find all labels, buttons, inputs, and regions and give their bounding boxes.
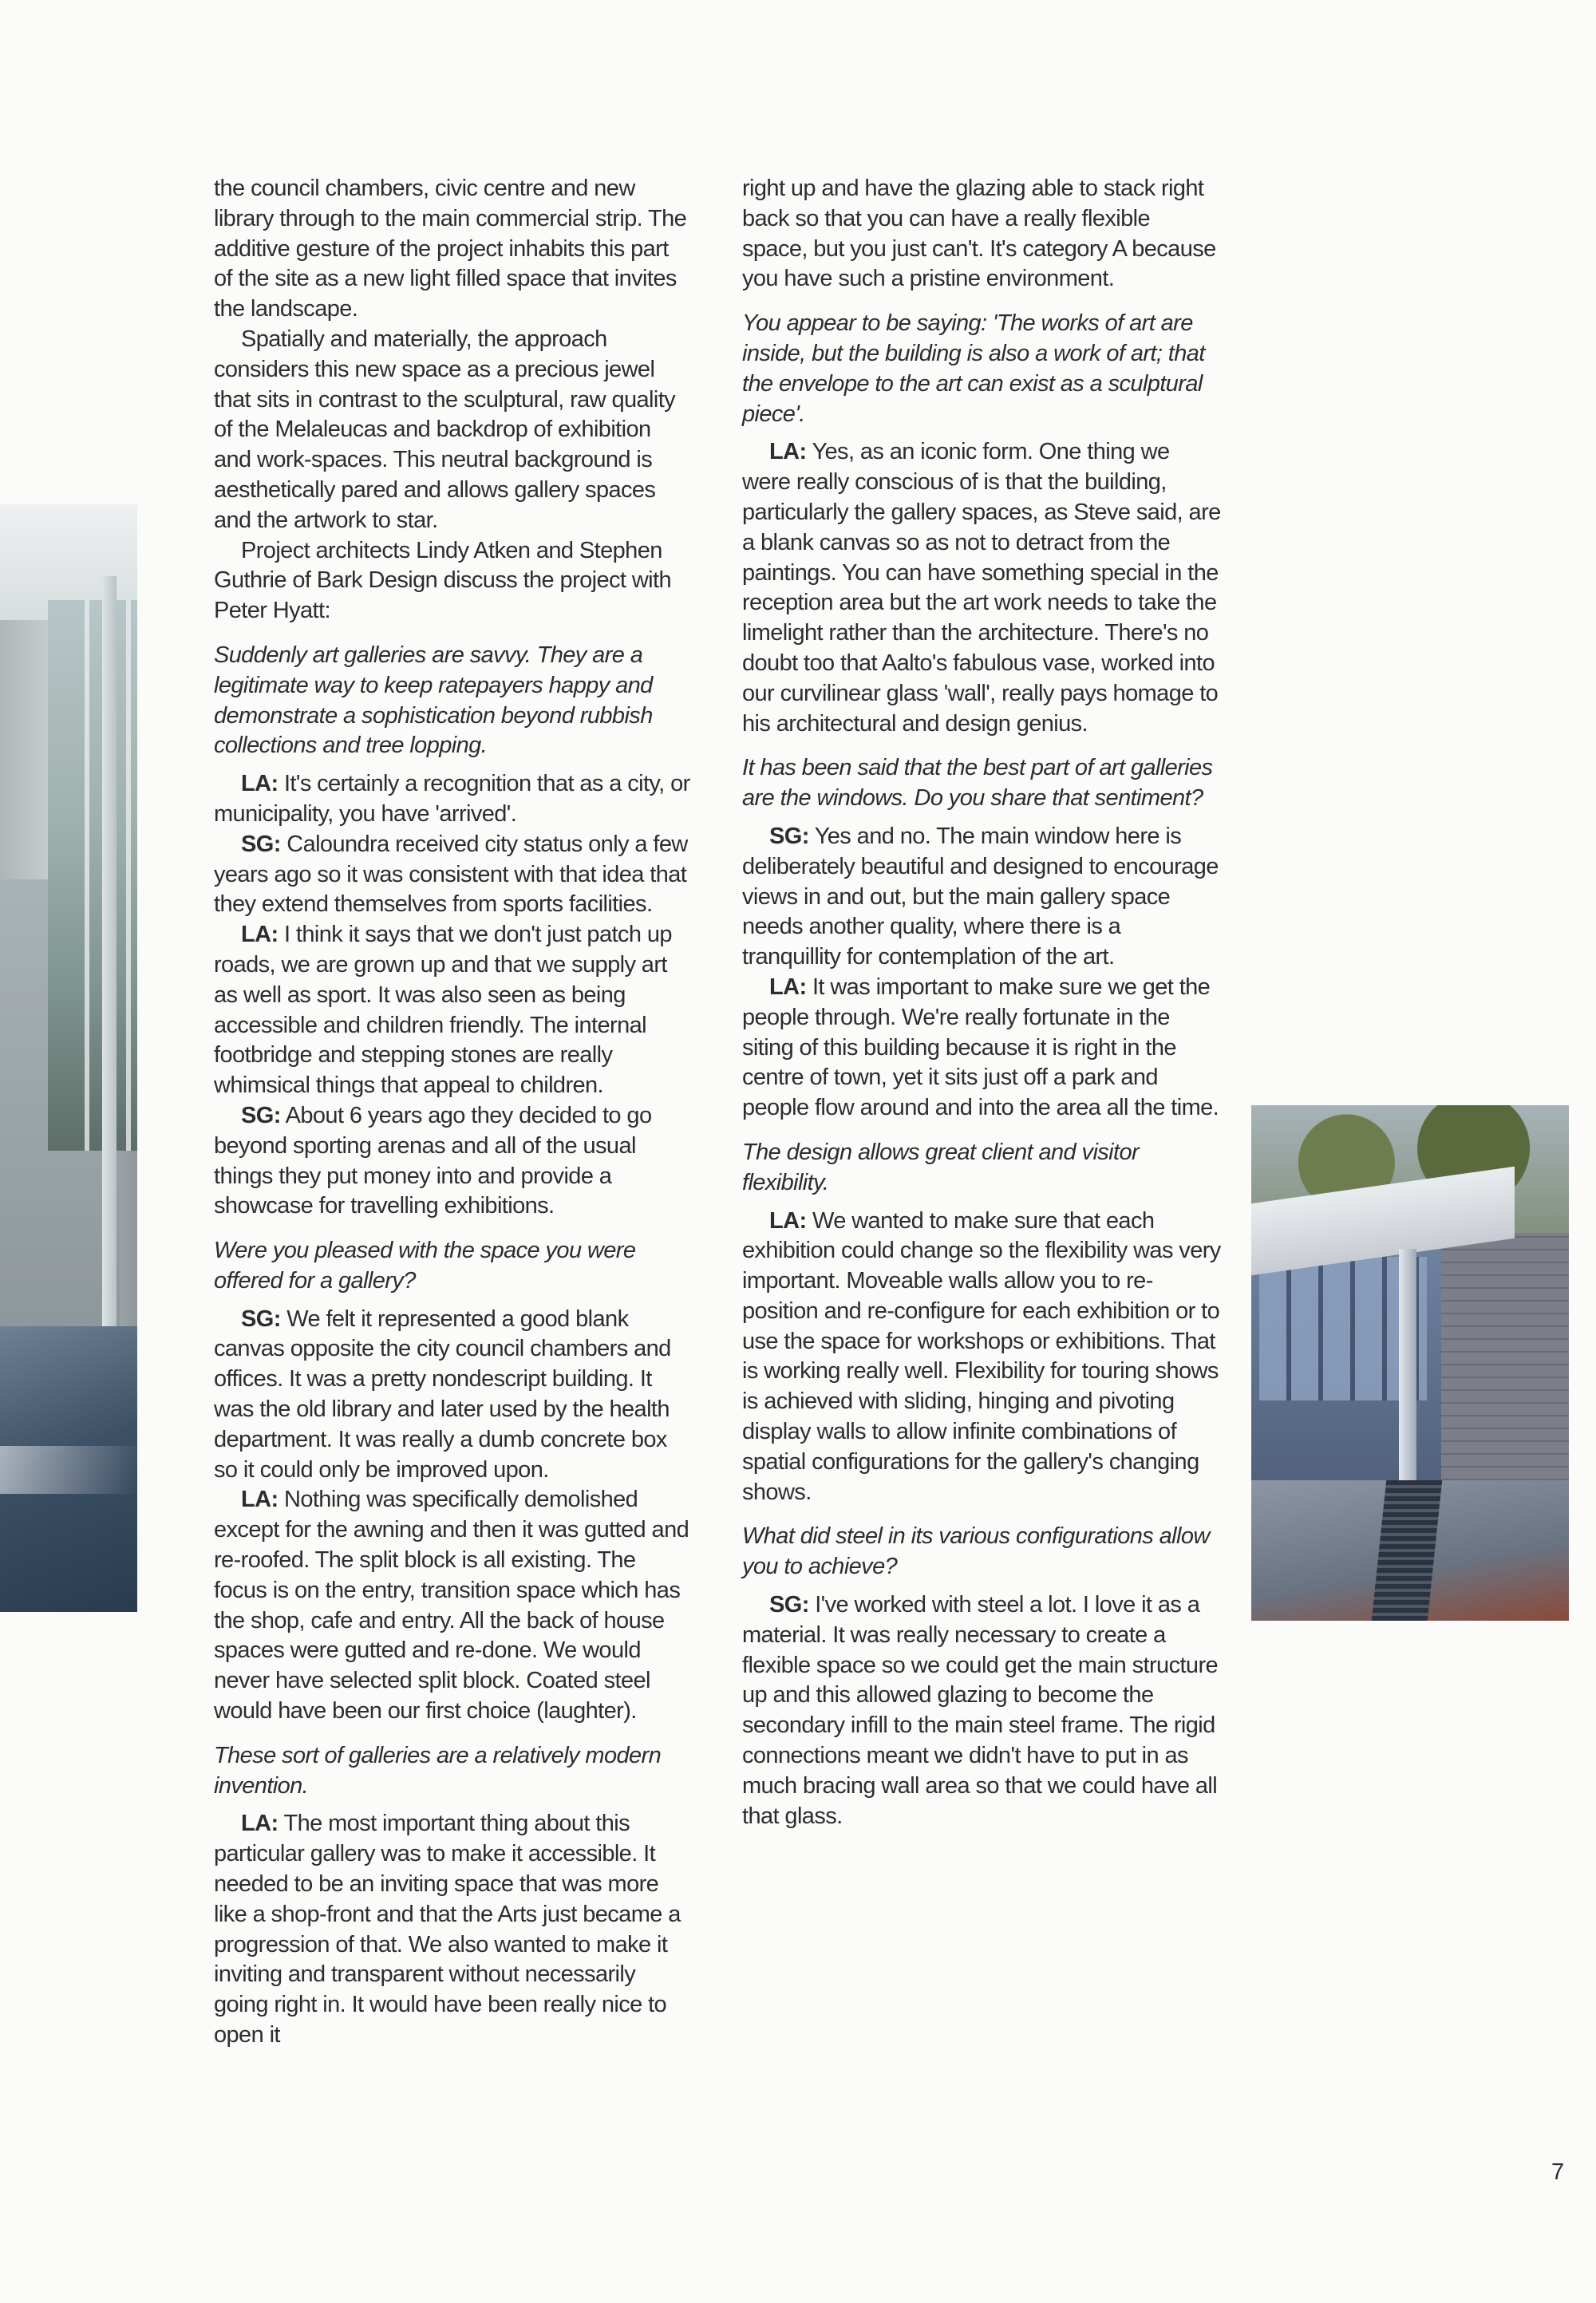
speaker-initials: LA: bbox=[769, 439, 807, 465]
paragraph-text: Yes and no. The main window here is deliberately beautiful and designed to encourage views in and out, but the main gallery space needs another quality, where there is a tranquillity for contemplation of the art. bbox=[742, 823, 1219, 970]
interview-question bbox=[214, 1741, 693, 1802]
interview-question bbox=[742, 753, 1221, 814]
question-text: Suddenly art galleries are savvy. They are a legitimate way to keep ratepayers happy and demonstrate a sophistication beyond rubbish collections and tree lopping. bbox=[214, 642, 653, 759]
paragraph-text: I think it says that we don't just patch up roads, we are grown up and that we supply art as well as sport. It was also seen as being accessible and children friendly. The internal footbridge and stepping stones are really whimsical things that appeal to children. bbox=[214, 922, 672, 1099]
interview-answer bbox=[214, 1101, 693, 1222]
speaker-initials: LA: bbox=[241, 1811, 279, 1837]
paragraph-text: Project architects Lindy Atken and Stephen Guthrie of Bark Design discuss the project with Peter Hyatt: bbox=[214, 537, 672, 624]
question-text: The design allows great client and visitor flexibility. bbox=[742, 1139, 1140, 1195]
paragraph-text: right up and have the glazing able to stack right back so that you can have a really flexible space, but you just can't. It's category A because you have such a pristine environment. bbox=[742, 176, 1216, 292]
paragraph-text: I've worked with steel a lot. I love it as a material. It was really necessary to create a flexible space so we could get the main structure up and this allowed glazing to become the secondary infill to the main steel frame. The rigid connections meant we didn't have to put in as much bracing wall area so that we could have all that glass. bbox=[742, 1592, 1219, 1829]
question-text: These sort of galleries are a relatively modern invention. bbox=[214, 1742, 662, 1799]
paragraph-text: Caloundra received city status only a few years ago so it was consistent with that idea that they extend themselves from sports facilities. bbox=[214, 831, 688, 918]
interview-answer bbox=[214, 920, 693, 1101]
question-text: What did steel in its various configurations allow you to achieve? bbox=[742, 1523, 1210, 1580]
interview-answer bbox=[742, 822, 1221, 973]
interview-question bbox=[742, 1138, 1221, 1199]
left-text-column bbox=[214, 174, 693, 2051]
gallery-exterior-photo bbox=[1251, 1105, 1569, 1621]
speaker-initials: LA: bbox=[769, 974, 807, 1000]
paragraph-text: Spatially and materially, the approach considers this new space as a precious jewel that sits in contrast to the sculptural, raw quality of the Melaleucas and backdrop of exhibition and work-spaces. This neutral background is aesthetically pared and allows gallery spaces and the artwork to star. bbox=[214, 326, 676, 533]
paragraph-text: It's certainly a recognition that as a city, or municipality, you have 'arrived'. bbox=[214, 771, 690, 827]
question-text: You appear to be saying: 'The works of art are inside, but the building is also a work of art; that the envelope to the art can exist as a sculptural piece'. bbox=[742, 310, 1205, 427]
paragraph-text: We felt it represented a good blank canvas opposite the city council chambers and offices. It was a pretty nondescript building. It was the old library and later used by the health department. It was really a dumb concrete box so it could only be improved upon. bbox=[214, 1306, 671, 1483]
question-text: Were you pleased with the space you were offered for a gallery? bbox=[214, 1238, 636, 1294]
gallery-interior-photo bbox=[0, 504, 137, 1612]
paragraph-text: Yes, as an iconic form. One thing we were really conscious of is that the building, particularly the gallery spaces, as Steve said, are a blank canvas so as not to detract from the paintings. You can have something special in the reception area but the art work needs to take the limelight rather than the architecture. There's no doubt too that Aalto's fabulous vase, worked into our curvilinear glass 'wall', really pays homage to his architectural and design genius. bbox=[742, 439, 1221, 737]
interview-answer bbox=[214, 769, 693, 830]
interview-answer bbox=[214, 1485, 693, 1726]
interview-question bbox=[214, 1236, 693, 1297]
interview-question bbox=[742, 309, 1221, 429]
interview-question bbox=[214, 641, 693, 761]
interview-answer bbox=[214, 1305, 693, 1486]
interview-answer bbox=[742, 1207, 1221, 1508]
speaker-initials: SG: bbox=[769, 1592, 809, 1618]
speaker-initials: LA: bbox=[241, 1487, 279, 1513]
interview-answer bbox=[742, 437, 1221, 739]
speaker-initials: SG: bbox=[769, 823, 809, 849]
body-paragraph bbox=[214, 325, 693, 536]
page-number: 7 bbox=[1551, 2159, 1565, 2185]
paragraph-text: The most important thing about this particular gallery was to make it accessible. It needed to be an inviting space that was more like a shop-front and that the Arts just became a progression of that. We also wanted to make it inviting and transparent without necessarily going right in. It would have been really nice to open it bbox=[214, 1811, 681, 2048]
interview-question bbox=[742, 1522, 1221, 1582]
speaker-initials: LA: bbox=[769, 1207, 807, 1234]
speaker-initials: SG: bbox=[241, 1306, 281, 1332]
paragraph-text: It was important to make sure we get the people through. We're really fortunate in the siting of this building because it is right in the centre of town, yet it sits just off a park and people flow around and into the area all the time. bbox=[742, 974, 1219, 1121]
interview-answer bbox=[214, 1809, 693, 2050]
paragraph-text: the council chambers, civic centre and new library through to the main commercial strip. The additive gesture of the project inhabits this part of the site as a new light filled space that invites the landscape. bbox=[214, 176, 687, 322]
body-paragraph bbox=[214, 536, 693, 626]
interview-answer bbox=[214, 830, 693, 920]
speaker-initials: LA: bbox=[241, 771, 279, 797]
paragraph-text: About 6 years ago they decided to go beyond sporting arenas and all of the usual things they put money into and provide a showcase for travelling exhibitions. bbox=[214, 1102, 652, 1219]
right-text-column bbox=[742, 174, 1221, 1831]
speaker-initials: LA: bbox=[241, 922, 279, 948]
body-paragraph bbox=[742, 174, 1221, 294]
question-text: It has been said that the best part of art galleries are the windows. Do you share that sentiment? bbox=[742, 755, 1213, 812]
paragraph-text: We wanted to make sure that each exhibition could change so the flexibility was very important. Moveable walls allow you to re-position and re-configure for each exhibition or to use the space for workshops or exhibitions. That is working really well. Flexibility for touring shows is achieved with sliding, hinging and pivoting display walls to allow infinite combinations of spatial configurations for the gallery's changing shows. bbox=[742, 1207, 1221, 1505]
interview-answer bbox=[742, 1590, 1221, 1831]
interview-answer bbox=[742, 973, 1221, 1124]
speaker-initials: SG: bbox=[241, 1102, 281, 1128]
body-paragraph bbox=[214, 174, 693, 325]
paragraph-text: Nothing was specifically demolished except for the awning and then it was gutted and re-roofed. The split block is all existing. The focus is on the entry, transition space which has the shop, cafe and entry. All the back of house spaces were gutted and re-done. We would never have selected split block. Coated steel would have been our first choice (laughter). bbox=[214, 1487, 689, 1724]
speaker-initials: SG: bbox=[241, 831, 281, 857]
